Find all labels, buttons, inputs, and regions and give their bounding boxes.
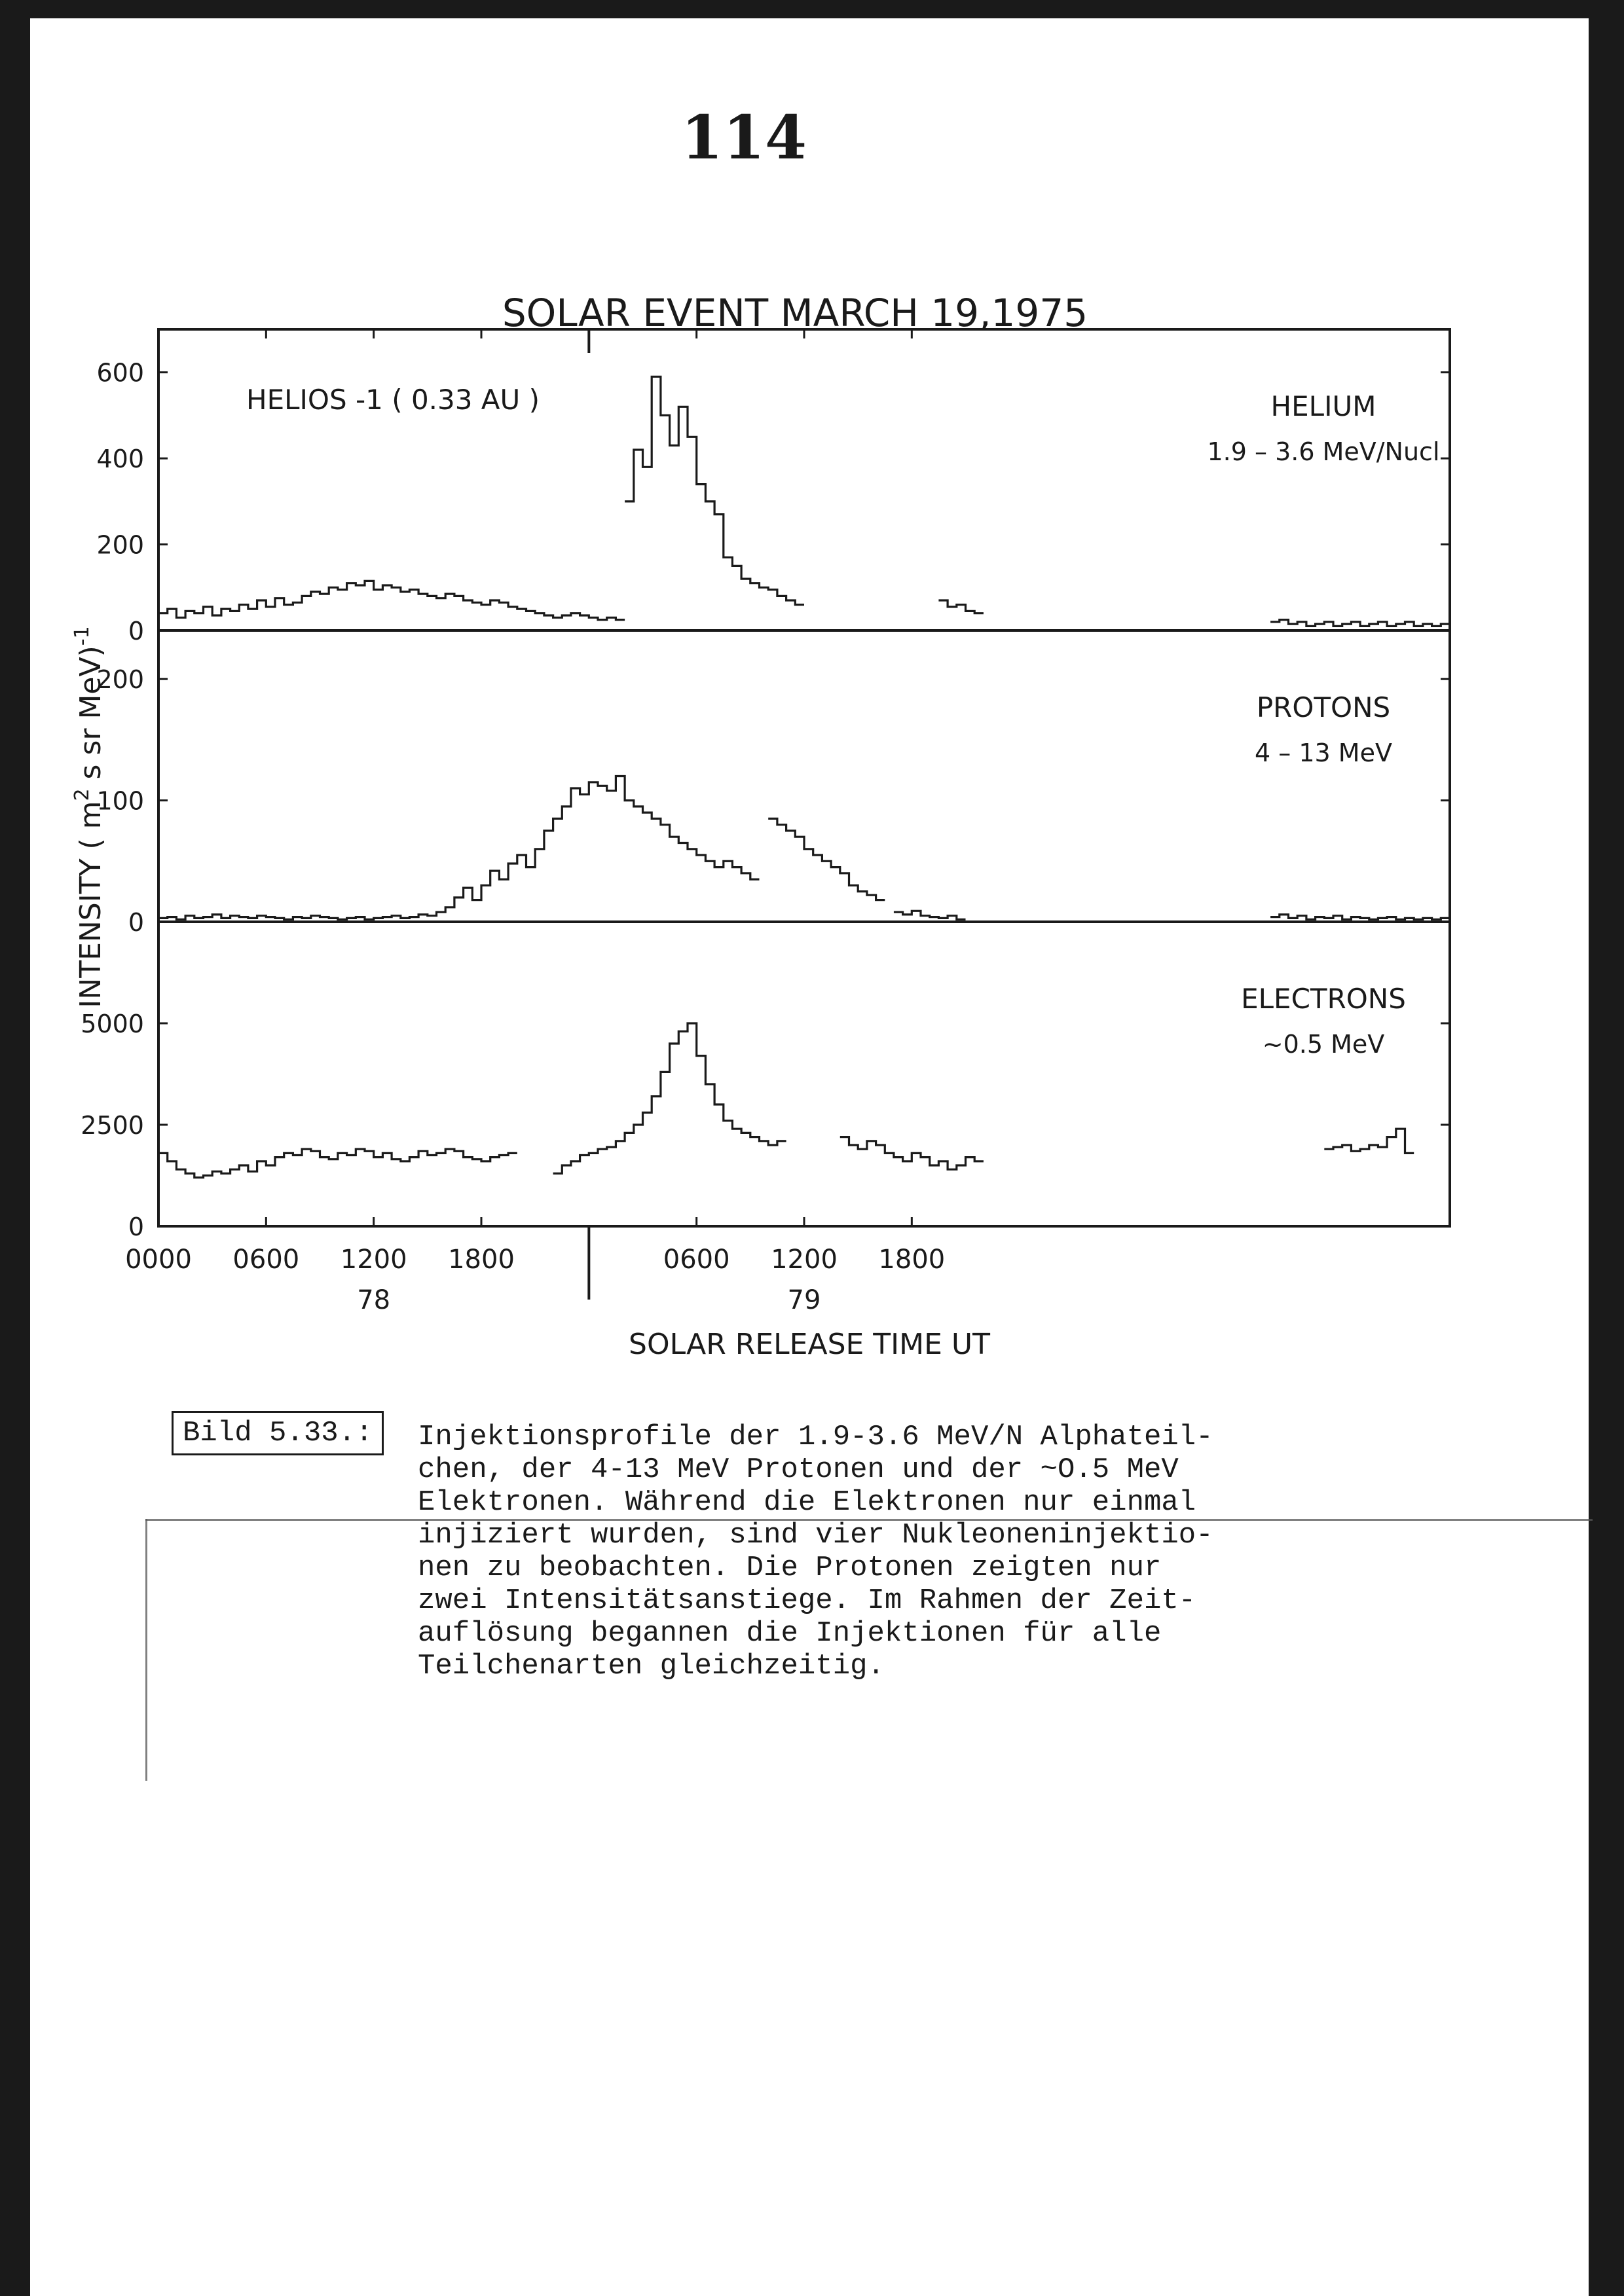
- panel-sublabel: ~0.5 MeV: [1262, 1030, 1385, 1059]
- y-tick-label: 100: [96, 786, 144, 816]
- y-tick-label: 0: [128, 908, 144, 937]
- chart-panels: [81, 329, 1450, 1241]
- panel-sublabel: 4 – 13 MeV: [1255, 738, 1392, 767]
- panel-label: ELECTRONS: [1241, 983, 1406, 1015]
- series-electrons: [553, 1023, 786, 1173]
- x-tick-label: 1200: [340, 1245, 407, 1275]
- series-electrons: [158, 1149, 517, 1177]
- x-tick-label: 0000: [125, 1245, 192, 1275]
- panel-sublabel: 1.9 – 3.6 MeV/Nucl: [1207, 437, 1440, 466]
- chart-title: SOLAR EVENT MARCH 19,1975: [502, 291, 1088, 335]
- caption-text: Injektionsprofile der 1.9-3.6 MeV/N Alphateil- chen, der 4-13 MeV Protonen und der ~O.5 MeV Elektronen. Während die Elektronen nur einmal injiziert wurden, sind vier Nukleoneninjektio- nen zu beobachten. Die Protonen zeigten nur zwei Intensitätsanstiege. Im Rahmen der Zeit- auflösung begannen die Injektionen für alle Teilchenarten gleichzeitig.: [418, 1421, 1213, 1683]
- page-number: 114: [680, 102, 807, 173]
- x-tick-label: 1200: [771, 1245, 838, 1275]
- caption-label: Bild 5.33.:: [172, 1411, 384, 1455]
- panel-electrons: [81, 922, 1450, 1241]
- series-helium: [1270, 620, 1450, 627]
- series-electrons: [840, 1137, 984, 1170]
- y-tick-label: 2500: [81, 1111, 144, 1140]
- x-tick-label: 0600: [232, 1245, 300, 1275]
- panel-label: HELIUM: [1270, 390, 1376, 422]
- y-tick-label: 5000: [81, 1010, 144, 1038]
- y-tick-label: 200: [96, 530, 144, 560]
- x-tick-label: 0600: [663, 1245, 730, 1275]
- day-label: 78: [357, 1285, 391, 1315]
- scan-mark-vertical: [145, 1519, 147, 1781]
- y-tick-label: 0: [128, 1212, 144, 1241]
- document-page: [30, 18, 1589, 2296]
- y-axis-label: INTENSITY ( $m^2$ s sr MeV)$^{-1}$: [71, 626, 107, 1008]
- series-protons: [894, 911, 966, 919]
- series-helium: [625, 376, 804, 604]
- day-label: 79: [787, 1285, 821, 1315]
- x-tick-label: 1800: [878, 1245, 946, 1275]
- series-protons: [158, 776, 760, 920]
- x-tick-label: 1800: [448, 1245, 515, 1275]
- panel-protons: [96, 630, 1450, 937]
- panel-helium: [96, 359, 1450, 646]
- series-protons: [1270, 915, 1450, 919]
- x-axis-label: SOLAR RELEASE TIME UT: [629, 1328, 990, 1361]
- panel-label: PROTONS: [1256, 691, 1391, 723]
- y-tick-label: 200: [96, 665, 144, 695]
- series-helium: [158, 581, 625, 619]
- series-protons: [768, 818, 885, 900]
- panel-annotation: HELIOS -1 ( 0.33 AU ): [246, 384, 540, 416]
- y-tick-label: 600: [96, 358, 144, 388]
- series-electrons: [1324, 1129, 1414, 1153]
- series-helium: [938, 600, 984, 613]
- y-tick-label: 400: [96, 445, 144, 474]
- solar-event-chart: [30, 18, 1589, 1393]
- y-tick-label: 0: [128, 617, 144, 646]
